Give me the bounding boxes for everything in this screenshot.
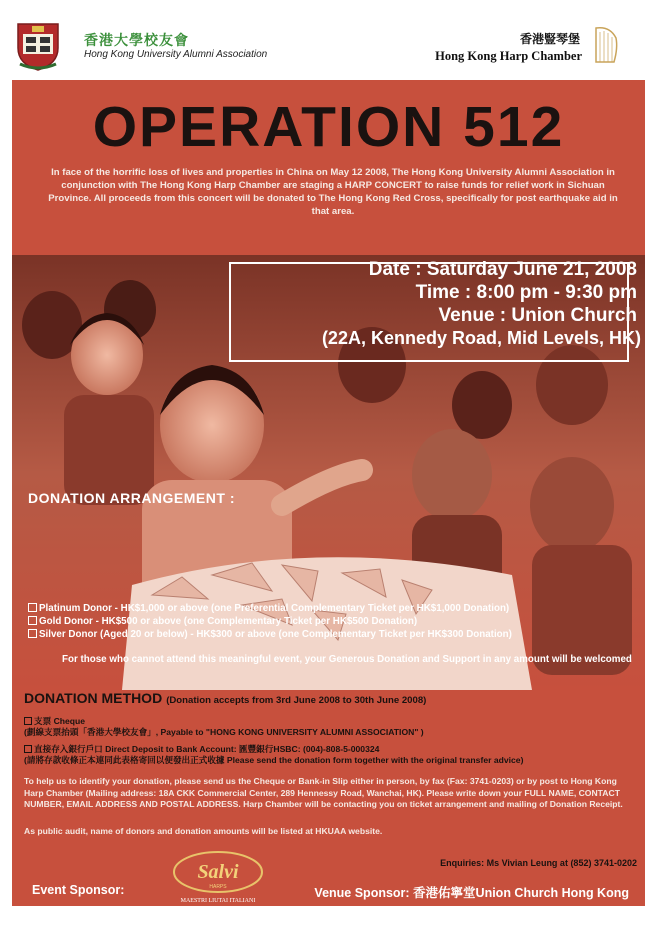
deposit-title: 直接存入銀行戶口 Direct Deposit to Bank Account: 匯豐銀行HSBC: (004)-808-5-000324 (24, 744, 379, 756)
cheque-title: 支票 Cheque (24, 716, 85, 728)
harp-name-english: Hong Kong Harp Chamber (435, 49, 582, 63)
intro-paragraph: In face of the horrific loss of lives and properties in China on May 12 2008, The Hong Kong University Alumni Association in conjunction with The Hong Kong Harp Chamber are staging a HARP CONCERT to raise funds for relief work in Sichuan Province. All proceeds from this concert will be donated to The Hong Kong Red Cross, specifically for post earthquake aid in that area. (48, 167, 618, 217)
event-date: Date : Saturday June 21, 2008 (368, 259, 637, 280)
donation-appeal: For those who cannot attend this meaningful event, your Generous Donation and Support in any amount will be welcomed (62, 654, 632, 665)
cheque-detail: (劃線支票抬頭「香港大學校友會」, Payable to "HONG KONG UNIVERSITY ALUMNI ASSOCIATION" ) (24, 727, 424, 737)
donor-tier-platinum: Platinum Donor - HK$1,000 or above (one Preferential Complementary Ticket per HK$1,000 Donation) (28, 603, 509, 614)
hku-name-chinese: 香港大學校友會 (84, 33, 189, 49)
hku-name-english: Hong Kong University Alumni Association (84, 49, 268, 60)
harp-name-chinese: 香港豎琴堡 (519, 32, 580, 46)
venue-sponsor: Venue Sponsor: 香港佑寧堂Union Church Hong Kong (314, 886, 629, 900)
event-sponsor-label: Event Sponsor: (32, 883, 125, 897)
donation-method-title: DONATION METHOD (24, 690, 163, 706)
checkbox-icon (28, 616, 37, 625)
donation-method-heading (24, 690, 426, 708)
harp-logo-icon (588, 22, 624, 66)
hku-crest-icon (14, 20, 62, 72)
checkbox-icon (24, 717, 32, 725)
poster-title: OPERATION 512 (92, 95, 565, 159)
checkbox-icon (24, 745, 32, 753)
event-venue: Venue : Union Church (438, 305, 637, 326)
event-address: (22A, Kennedy Road, Mid Levels, HK) (321, 328, 641, 348)
donor-tier-gold: Gold Donor - HK$500 or above (one Complementary Ticket per HK$500 Donation) (28, 616, 417, 627)
donation-instructions: To help us to identify your donation, please send us the Cheque or Bank-in Slip either in person, by fax (Fax: 3741-0203) or by post to Hong Kong Harp Chamber (Mailing address: 18A CKK Commercial Center, 289 Hennessy Road, Wanchai, HK). Please write down your FULL NAME, CONTACT NUMBER, EMAIL ADDRESS AND POSTAL ADDRESS. Harp Chamber will be contacting you on ticket arrangement and mailing of Donation Receipt. (24, 776, 623, 809)
salvi-harps-logo (168, 848, 268, 908)
checkbox-icon (28, 603, 37, 612)
event-time: Time : 8:00 pm - 9:30 pm (415, 282, 637, 303)
salvi-tagline: MAESTRI LIUTAI ITALIANI (180, 898, 256, 904)
enquiries-contact: Enquiries: Ms Vivian Leung at (852) 3741-0202 (440, 858, 637, 868)
checkbox-icon (28, 629, 37, 638)
salvi-name: Salvi (197, 861, 239, 883)
donation-period: (Donation accepts from 3rd June 2008 to 30th June 2008) (166, 695, 427, 706)
poster (12, 80, 645, 906)
donation-arrangement-heading: DONATION ARRANGEMENT : (28, 490, 235, 506)
header-bar (0, 0, 662, 80)
donor-tier-silver: Silver Donor (Aged 20 or below) - HK$300 or above (one Complementary Ticket per HK$300 Donation) (28, 629, 512, 640)
public-audit-note: As public audit, name of donors and donation amounts will be listed at HKUAA website. (24, 826, 383, 836)
salvi-sub: HARPS (209, 884, 227, 890)
deposit-detail: (請將存款收條正本連同此表格寄回以便發出正式收據 Please send the donation form together with the original transfer advice) (24, 755, 524, 765)
